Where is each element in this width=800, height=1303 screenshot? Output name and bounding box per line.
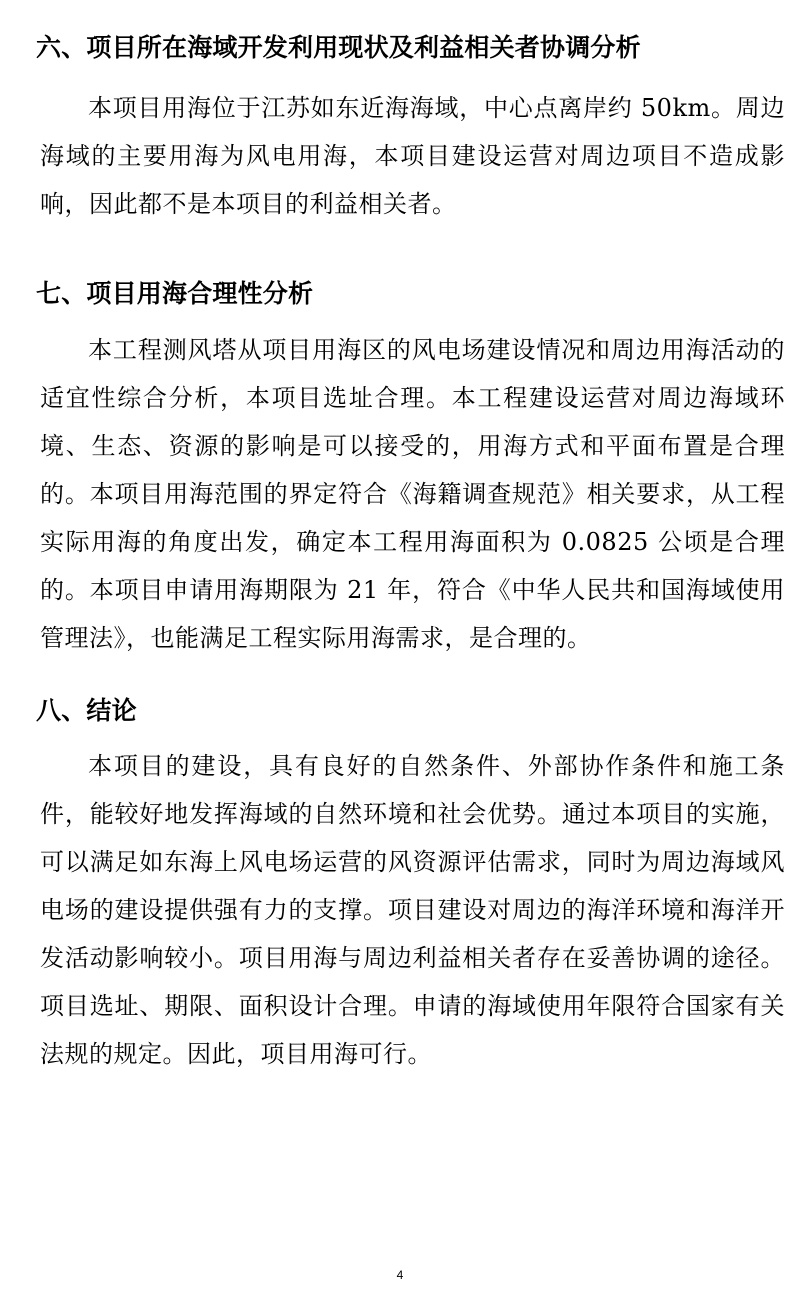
page-number: 4	[396, 1268, 404, 1282]
section-paragraph-6: 本项目用海位于江苏如东近海海域，中心点离岸约 50km。周边海域的主要用海为风电用海，本项目建设运营对周边项目不造成影响，因此都不是本项目的利益相关者。	[40, 94, 785, 218]
section-paragraph-8: 本项目的建设，具有良好的自然条件、外部协作条件和施工条件，能较好地发挥海域的自然环境和社会优势。通过本项目的实施，可以满足如东海上风电场运营的风资源评估需求，同时为周边海域风电场的建设提供强有力的支撑。项目建设对周边的海洋环境和海洋开发活动影响较小。项目用海与周边利益相关者存在妥善协调的途径。项目选址、期限、面积设计合理。申请的海域使用年限符合国家有关法规的规定。因此，项目用海可行。	[40, 752, 785, 1068]
section-heading-8: 八、结论	[36, 696, 137, 725]
section-heading-6: 六、项目所在海域开发利用现状及利益相关者协调分析	[36, 33, 641, 62]
section-heading-7: 七、项目用海合理性分析	[36, 279, 314, 308]
section-paragraph-7: 本工程测风塔从项目用海区的风电场建设情况和周边用海活动的适宜性综合分析，本项目选址合理。本工程建设运营对周边海域环境、生态、资源的影响是可以接受的，用海方式和平面布置是合理的。本项目用海范围的界定符合《海籍调查规范》相关要求，从工程实际用海的角度出发，确定本工程用海面积为 0.0825 公顷是合理的。本项目申请用海期限为 21 年，符合《中华人民共和国海域使用管理法》，也能满足工程实际用海需求，是合理的。	[40, 336, 785, 652]
